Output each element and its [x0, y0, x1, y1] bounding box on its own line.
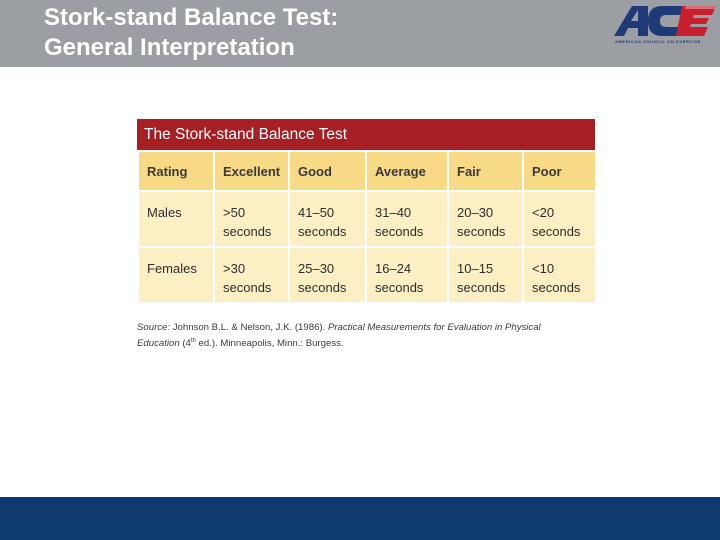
cell-unit: seconds: [375, 224, 424, 239]
ace-logo-wordmark: [612, 4, 716, 38]
table-cell: [523, 247, 596, 303]
cell-unit: seconds: [298, 280, 347, 295]
ace-logo: [612, 4, 716, 46]
table-cell: [448, 191, 523, 247]
cell-value: 25–30: [298, 261, 335, 276]
source-edition: (4: [179, 338, 191, 349]
table-row-females: [138, 247, 596, 303]
header-average: Average: [366, 151, 448, 191]
source-prefix: Source:: [137, 322, 171, 333]
cell-value: 20–30: [457, 205, 494, 220]
table-title: The Stork-stand Balance Test: [137, 119, 595, 150]
table-cell: [366, 247, 448, 303]
cell-value: >50: [223, 205, 246, 220]
cell-unit: seconds: [532, 280, 581, 295]
cell-value: 31–40: [375, 205, 412, 220]
header-rating: Rating: [138, 151, 214, 191]
cell-unit: seconds: [457, 280, 506, 295]
slide-title-line-1: Stork-stand Balance Test:: [44, 4, 339, 31]
cell-value: 16–24: [375, 261, 412, 276]
table-cell: [366, 191, 448, 247]
header-fair: Fair: [448, 151, 523, 191]
source-citation: [137, 320, 577, 352]
cell-unit: seconds: [223, 224, 272, 239]
cell-unit: seconds: [375, 280, 424, 295]
slide-title: [44, 3, 338, 63]
cell-value: <10: [532, 261, 555, 276]
source-authors: Johnson B.L. & Nelson, J.K. (1986).: [170, 322, 328, 333]
source-publisher: ed.). Minneapolis, Minn.: Burgess.: [195, 338, 344, 349]
header-poor: Poor: [523, 151, 596, 191]
table-cell: [523, 191, 596, 247]
stork-stand-table: [137, 119, 595, 304]
cell-value: <20: [532, 205, 555, 220]
rating-table: [137, 150, 597, 304]
cell-unit: seconds: [457, 224, 506, 239]
source-edition-suffix: th: [190, 337, 196, 344]
cell-unit: seconds: [298, 224, 347, 239]
table-cell: [214, 191, 289, 247]
header-excellent: Excellent: [214, 151, 289, 191]
ace-logo-tagline: AMERICAN COUNCIL ON EXERCISE: [615, 39, 702, 44]
table-cell: [214, 247, 289, 303]
cell-unit: seconds: [223, 280, 272, 295]
slide-title-line-2: General Interpretation: [44, 34, 295, 61]
table-cell: [289, 191, 366, 247]
table-row-males: [138, 191, 596, 247]
cell-value: >30: [223, 261, 246, 276]
row-label: Males: [138, 191, 214, 247]
table-cell: [289, 247, 366, 303]
slide-footer-bar: [0, 497, 720, 540]
slide-header-bar: [0, 0, 720, 67]
table-header-row: [138, 151, 596, 191]
cell-unit: seconds: [532, 224, 581, 239]
row-label: Females: [138, 247, 214, 303]
source-book-title-1: Practical Measurements for Evaluation in Physical: [327, 322, 541, 333]
table-cell: [448, 247, 523, 303]
cell-value: 10–15: [457, 261, 494, 276]
source-book-title-2: Education: [137, 338, 180, 349]
cell-value: 41–50: [298, 205, 335, 220]
header-good: Good: [289, 151, 366, 191]
